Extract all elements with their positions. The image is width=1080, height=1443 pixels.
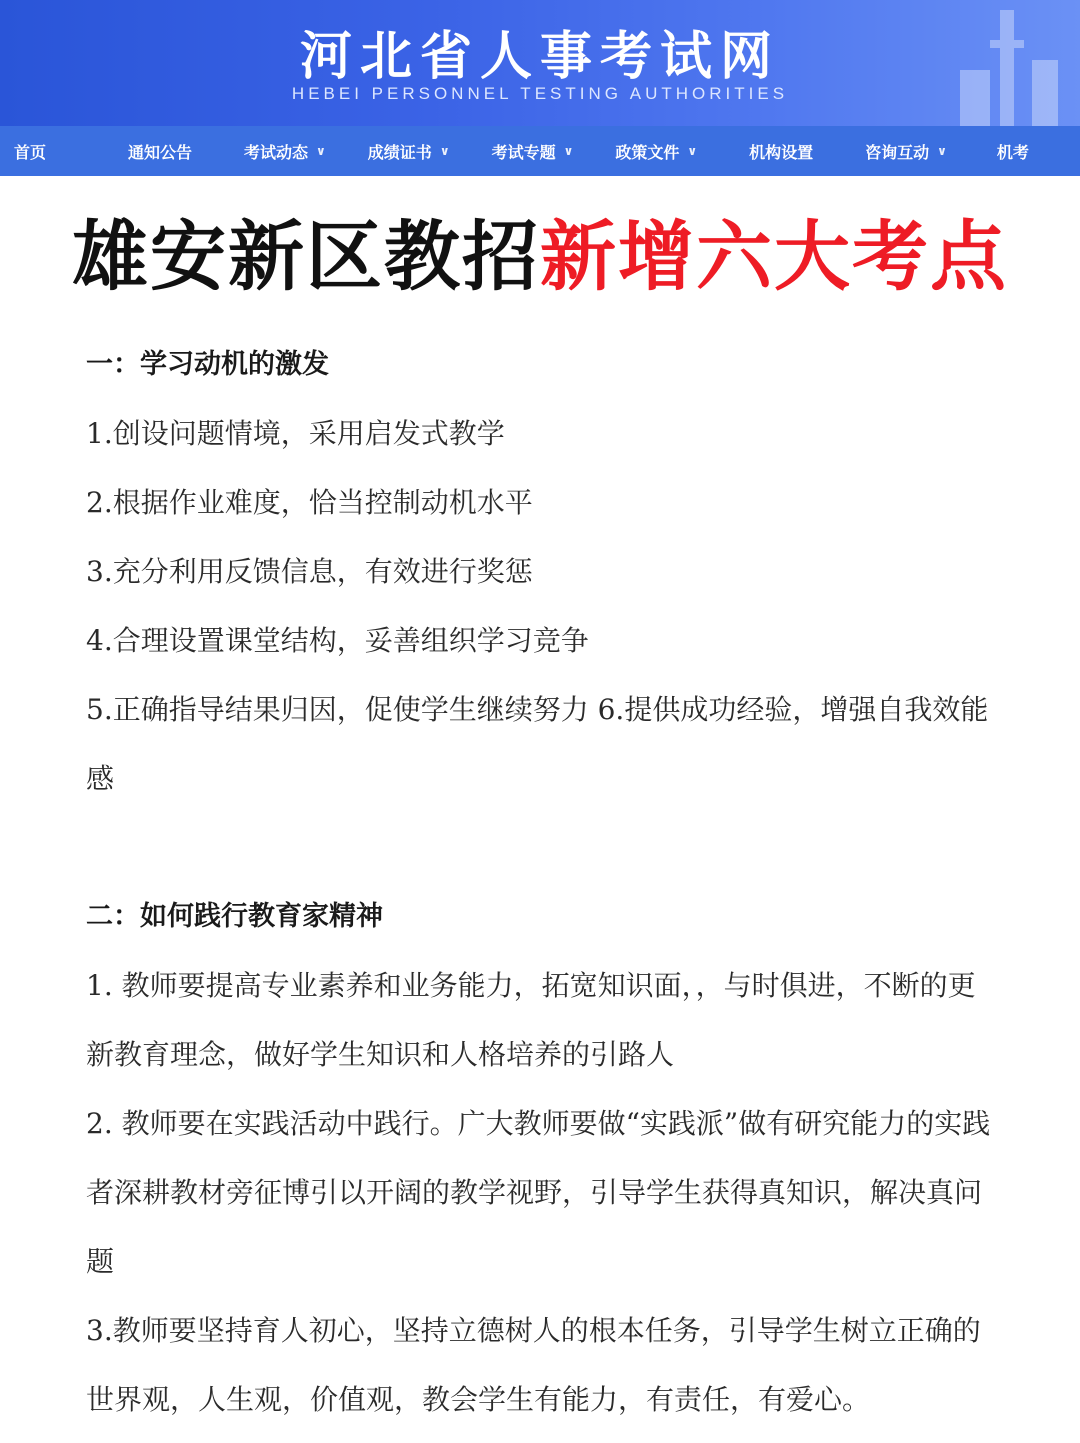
list-item: 1.创设问题情境，采用启发式教学: [86, 417, 505, 450]
chevron-down-icon: ∨: [439, 144, 450, 158]
nav-scores-certificates[interactable]: [368, 126, 450, 176]
nav-label: 考试专题: [491, 142, 556, 162]
nav-label: 成绩证书: [367, 142, 432, 162]
site-banner: [0, 0, 1080, 126]
nav-home[interactable]: [14, 126, 46, 176]
site-title: 河北省人事考试网: [299, 27, 780, 87]
headline-black-text: 雄安新区教招: [72, 211, 540, 301]
chevron-down-icon: ∨: [563, 144, 574, 158]
nav-computer-exam[interactable]: [997, 126, 1029, 176]
nav-label: 首页: [14, 142, 47, 162]
nav-label: 机考: [996, 142, 1029, 162]
section-spacer: [86, 813, 1000, 882]
headline-red-text: 新增六大考点: [540, 211, 1008, 301]
list-item: 3.教师要坚持育人初心，坚持立德树人的根本任务，引导学生树立正确的世界观，人生观，价值观，教会学生有能力，有责任，有爱心。: [86, 1314, 981, 1416]
list-item: 1. 教师要提高专业素养和业务能力，拓宽知识面，，与时俱进，不断的更新教育理念，做好学生知识和人格培养的引路人: [86, 969, 976, 1071]
nav-exam-topics[interactable]: [492, 126, 574, 176]
nav-label: 咨询互动: [865, 142, 930, 162]
article-content: [0, 330, 1080, 1434]
section-title: 一：学习动机的激发: [86, 349, 329, 380]
nav-notices[interactable]: [128, 126, 192, 176]
list-item: 5.正确指导结果归因，促使学生继续努力 6.提供成功经验，增强自我效能感: [86, 693, 989, 795]
section-title: 二：如何践行教育家精神: [86, 901, 383, 932]
nav-exam-news[interactable]: [244, 126, 326, 176]
nav-policy-docs[interactable]: [615, 126, 697, 176]
nav-label: 机构设置: [749, 142, 814, 162]
main-navbar: [0, 126, 1080, 176]
nav-organization[interactable]: [749, 126, 813, 176]
site-subtitle: HEBEI PERSONNEL TESTING AUTHORITIES: [291, 84, 789, 103]
chevron-down-icon: ∨: [687, 144, 698, 158]
list-item: 4.合理设置课堂结构，妥善组织学习竞争: [86, 624, 589, 657]
list-item: 2. 教师要在实践活动中践行。广大教师要做“实践派”做有研究能力的实践者深耕教材旁征博引以开阔的教学视野，引导学生获得真知识，解决真问题: [86, 1107, 991, 1278]
list-item: 2.根据作业难度，恰当控制动机水平: [86, 486, 533, 519]
nav-consultation[interactable]: [865, 126, 947, 176]
chevron-down-icon: ∨: [937, 144, 947, 158]
page-headline: [0, 176, 1080, 324]
nav-label: 考试动态: [244, 142, 309, 162]
nav-label: 政策文件: [615, 142, 680, 162]
nav-label: 通知公告: [128, 142, 193, 162]
chevron-down-icon: ∨: [316, 144, 326, 158]
list-item: 3.充分利用反馈信息，有效进行奖惩: [86, 555, 533, 588]
